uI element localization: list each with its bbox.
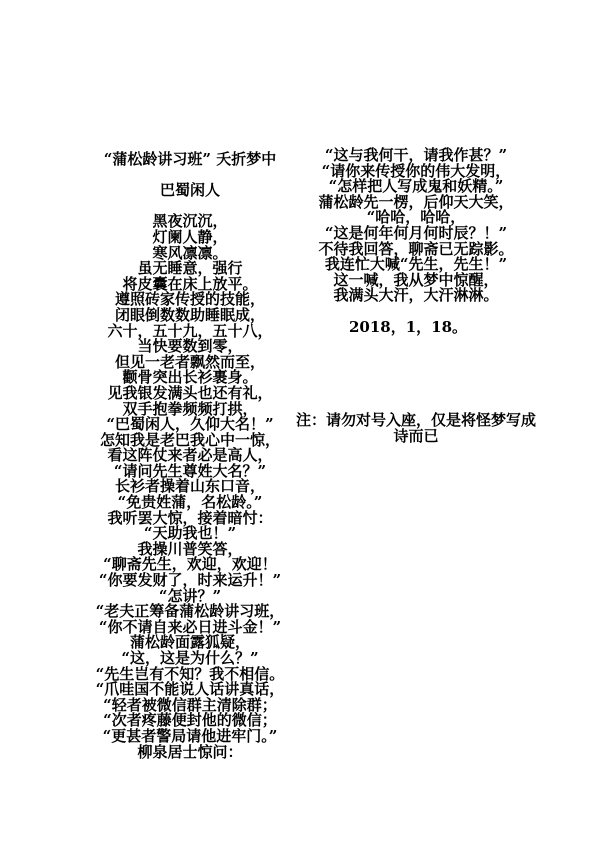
poem-line: “这，这是为什么？” (121, 649, 259, 667)
poem-line: 灯阑人静， (152, 227, 228, 246)
poem-line: “巴蜀闲人，久仰大名！” (106, 415, 274, 434)
poem-left-stanza (70, 214, 310, 760)
poem-line: “轻者被微信群主清除群； (103, 695, 277, 714)
left-column (70, 152, 310, 760)
poem-line: 但见一老者飘然而至， (114, 352, 265, 371)
poem-line: “这是何年何月何时辰？！” (324, 223, 508, 242)
right-column (296, 148, 536, 444)
poem-line: “先生岂有不知？我不相信。 (95, 664, 285, 683)
poem-line: 我听罢大惊，接着暗忖： (107, 508, 273, 527)
poem-date: 2018，1，18。 (348, 317, 468, 336)
poem-line: “次者疼藤便封他的微信； (103, 711, 277, 730)
poem-line: 怎知我是老巴我心中一惊， (99, 430, 280, 449)
poem-line: “怎样把人写成鬼和妖精。” (328, 177, 504, 196)
poem-line: 我操川普笑答， (137, 539, 243, 558)
poem-line: 蒲松龄面露狐疑， (129, 633, 250, 652)
poem-line: “爪哇国不能说人话讲真话， (95, 680, 285, 699)
poem-line: 长衫者操着山东口音， (114, 477, 265, 496)
poem-line: “你不请自来必日进斗金！” (98, 617, 282, 636)
poem-line: 遵照砖家传授的技能， (114, 290, 265, 309)
poem-line: 寒风凛凛。 (152, 243, 228, 262)
poem-line: 我满头大汗，大汗淋淋。 (333, 286, 499, 305)
poem-line: “老夫正筹备蒲松龄讲习班， (95, 602, 285, 621)
poem-right-stanza (296, 148, 536, 304)
poem-line: “聊斋先生，欢迎，欢迎！ (103, 555, 277, 574)
poem-line: 我连忙大喊“先生，先生！” (324, 255, 508, 274)
poem-line: 看这阵仗来者必是高人， (107, 446, 273, 465)
poem-line: 不待我回答，聊斋已无踪影。 (318, 239, 514, 258)
poem-line: 诗而已 (393, 426, 439, 445)
poem-line: 柳泉居士惊问： (137, 742, 243, 761)
poem-line: 注：请勿对号入座，仅是将怪梦写成 (296, 411, 537, 430)
poem-line: 六十，五十九，五十八， (107, 321, 273, 340)
poem-line: 双手抱拳频频打拱， (122, 399, 258, 418)
poem-line: 黑夜沉沉， (152, 212, 228, 231)
poem-line: “请问先生尊姓大名？” (113, 461, 267, 480)
poem-line: “这与我何干，请我作甚？” (324, 146, 508, 164)
poem-title: “蒲松龄讲习班” 夭折梦中 (103, 150, 277, 168)
poem-line: 闭眼倒数数助睡眠成， (114, 305, 265, 324)
poem-line: 颧骨突出长衫裹身。 (122, 368, 258, 387)
poem-line: “免贵姓蒲，名松龄。” (117, 493, 263, 512)
poem-line: 将皮囊在床上放平。 (122, 274, 258, 293)
poem-line: “请你来传授你的伟大发明， (321, 161, 511, 180)
poem-line: “哈哈，哈哈， (366, 208, 466, 227)
poem-line: “更甚者警局请他进牢门。” (102, 726, 278, 745)
poem-line: “天助我也！” (143, 524, 237, 543)
poem-line: 见我银发满头也还有礼， (107, 383, 273, 402)
poem-line: 蒲松龄先一楞，后仰天大笑， (318, 192, 514, 211)
poem-author: 巴蜀闲人 (159, 181, 220, 200)
poem-note (296, 413, 536, 444)
poem-line: 这一喊，我从梦中惊醒， (333, 270, 499, 289)
poem-line: 虽无睡意，强行 (137, 259, 243, 278)
poem-line: 当快要数到零， (137, 337, 243, 356)
poem-line: “怎讲？” (158, 586, 222, 605)
poem-line: “你要发财了，时来运升！” (98, 571, 282, 590)
